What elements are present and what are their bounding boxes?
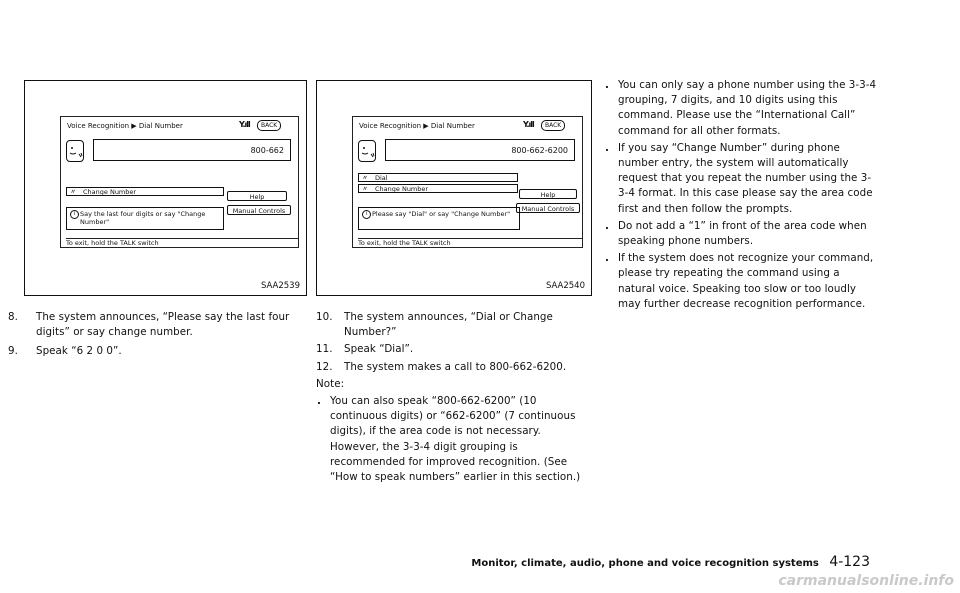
manual-controls-button: Manual Controls	[516, 203, 580, 213]
screen-illustration	[60, 116, 299, 248]
page-number: 4-123	[829, 554, 870, 570]
step-9	[8, 344, 308, 359]
signal-icon: Y.ıll	[523, 120, 534, 129]
step-text: The system announces, “Please say the last four digits” or say change number.	[36, 311, 290, 339]
bullet	[316, 394, 591, 485]
exit-instruction: To exit, hold the TALK switch	[66, 238, 298, 248]
bullet-dot: .	[605, 79, 609, 91]
step-number: 8.	[8, 311, 18, 323]
step-10	[316, 310, 591, 340]
help-button: Help	[227, 191, 287, 201]
option-change-number	[358, 184, 518, 193]
figure-code: SAA2540	[545, 281, 585, 291]
voice-icon: 〃	[362, 175, 369, 182]
step-8	[8, 310, 308, 340]
info-prompt	[66, 207, 224, 230]
bullet	[604, 141, 878, 217]
bullet	[604, 251, 878, 312]
column-1	[8, 310, 308, 362]
page-footer	[470, 554, 870, 570]
bullet-text: You can also speak “800-662-6200” (10 continuous digits) or “662-6200” (7 continuous digits), if the area code is not necessary. However, the 3-3-4 digit grouping is recommended for improved recognition. (See “How to speak numbers” earlier in this section.)	[330, 395, 581, 484]
info-text: Please say "Dial" or say "Change Number"	[372, 210, 511, 218]
bullet-dot: .	[605, 141, 609, 154]
option-change-number	[66, 187, 224, 196]
back-button: BACK	[541, 120, 565, 131]
option-label: Dial	[375, 174, 388, 182]
exit-instruction: To exit, hold the TALK switch	[358, 238, 582, 248]
column-2	[316, 310, 591, 487]
note-label: Note:	[316, 377, 345, 390]
bullet	[604, 219, 878, 249]
screen-header: Voice Recognition ▶ Dial Number	[359, 122, 475, 130]
voice-icon: 〃	[70, 189, 77, 196]
step-text: The system announces, “Dial or Change Number?”	[344, 311, 553, 339]
step-text: Speak “6 2 0 0”.	[36, 345, 122, 358]
info-icon: i	[70, 210, 79, 219]
screen-illustration	[352, 116, 583, 248]
info-text: Say the last four digits or say "Change Number"	[80, 210, 206, 226]
option-label: Change Number	[83, 188, 137, 196]
column-3	[604, 78, 878, 314]
watermark: carmanualsonline.info	[778, 573, 954, 589]
step-number: 9.	[8, 345, 18, 358]
figure-code: SAA2539	[260, 281, 300, 291]
number-display: 800-662	[93, 139, 291, 161]
bullet-dot: .	[605, 219, 609, 232]
bullet-dot: .	[317, 395, 321, 408]
bullet	[604, 78, 878, 139]
help-button: Help	[519, 189, 577, 199]
step-12	[316, 360, 591, 375]
option-label: Change Number	[375, 185, 429, 193]
voice-face-icon	[66, 140, 84, 162]
bullet-dot: .	[605, 252, 609, 265]
step-11	[316, 342, 591, 357]
bullet-text: If you say “Change Number” during phone number entry, the system will automatically request that you repeat the number using the 3-3-4 format. In this case please say the area code first and then follow the prompts.	[618, 141, 873, 215]
info-icon: i	[362, 210, 371, 219]
step-number: 11.	[316, 343, 333, 356]
number-display: 800-662-6200	[385, 139, 575, 161]
footer-section: Monitor, climate, audio, phone and voice recognition systems	[471, 558, 819, 569]
back-button: BACK	[257, 120, 281, 131]
voice-icon: 〃	[362, 186, 369, 193]
step-text: The system makes a call to 800-662-6200.	[344, 360, 567, 373]
manual-controls-button: Manual Controls	[227, 205, 291, 215]
step-number: 10.	[316, 311, 333, 323]
step-text: Speak “Dial”.	[344, 343, 414, 356]
voice-face-icon	[358, 140, 376, 162]
figure-saa2540	[316, 80, 592, 296]
bullet-text: You can only say a phone number using the 3-3-4 grouping, 7 digits, and 10 digits using this command. Please use the “International Call” command for all other formats.	[618, 79, 877, 137]
figure-saa2539	[24, 80, 307, 296]
screen-header: Voice Recognition ▶ Dial Number	[67, 122, 183, 130]
bullet-text: If the system does not recognize your command, please try repeating the command using a natural voice. Speaking too slow or too loudly may further decrease recognition performance.	[618, 252, 874, 310]
signal-icon: Y.ıll	[239, 120, 250, 129]
step-number: 12.	[316, 360, 333, 373]
option-dial	[358, 173, 518, 182]
bullet-text: Do not add a “1” in front of the area code when speaking phone numbers.	[618, 219, 867, 248]
info-prompt	[358, 207, 520, 230]
